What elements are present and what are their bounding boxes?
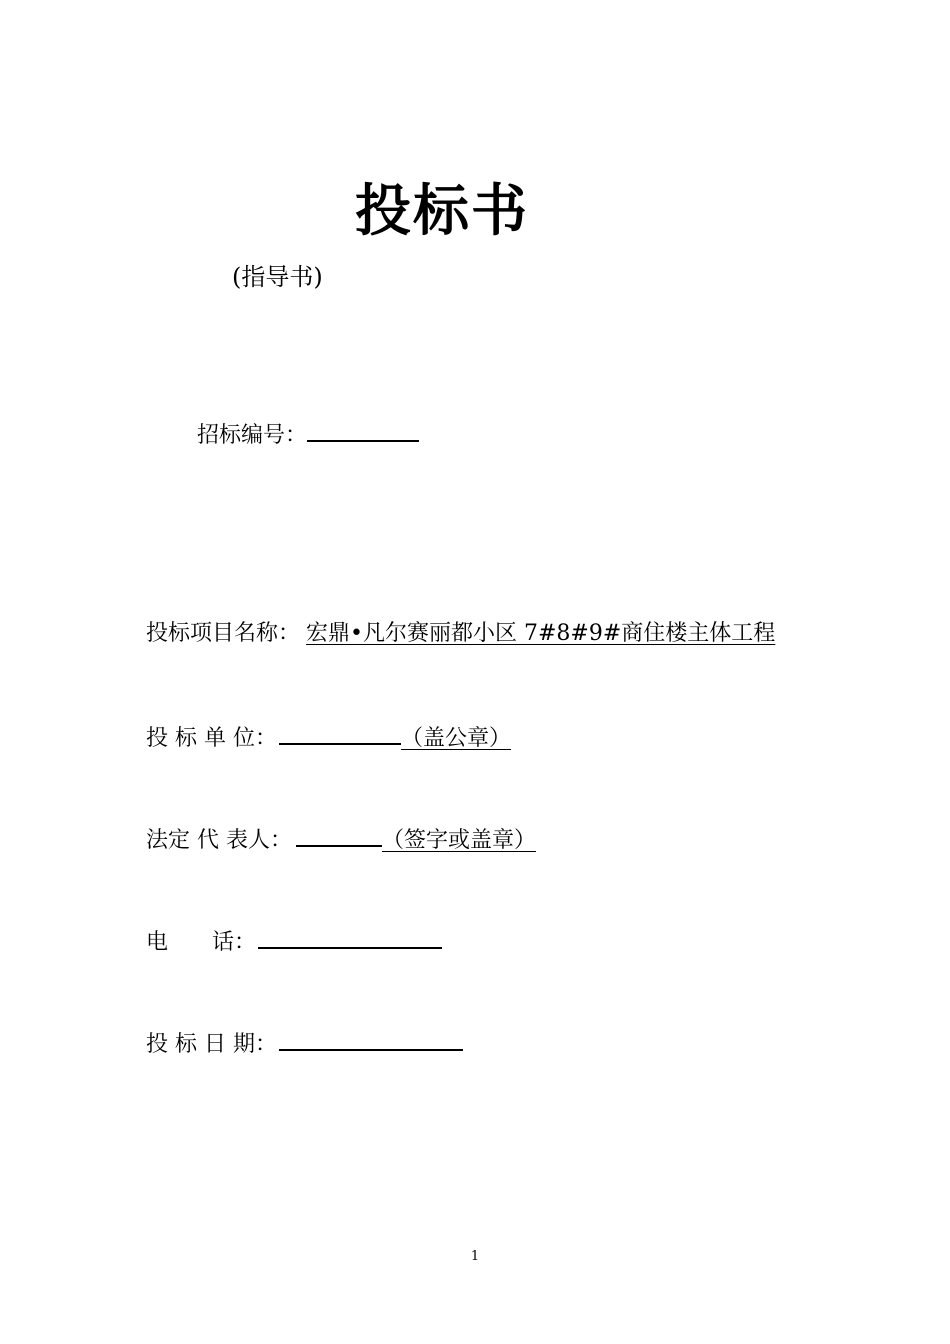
bid-date-blank[interactable] xyxy=(279,1025,463,1051)
phone-field xyxy=(146,923,442,960)
bid-number-blank[interactable] xyxy=(307,416,419,442)
project-name-label: 投标项目名称： xyxy=(146,621,301,646)
legal-rep-label: 法定 代 表人： xyxy=(146,828,292,853)
document-title: 投标书 xyxy=(355,179,529,244)
project-name-value: 宏鼎•凡尔赛丽都小区 7#8#9#商住楼主体工程 xyxy=(306,621,776,646)
phone-label: 电 话： xyxy=(146,930,257,955)
bid-date-label: 投 标 日 期： xyxy=(146,1032,277,1057)
page-number: 1 xyxy=(470,1249,480,1264)
legal-rep-field xyxy=(146,821,556,858)
bidder-field xyxy=(146,719,521,756)
bidder-label: 投 标 单 位： xyxy=(146,726,277,751)
project-name-field xyxy=(146,617,775,651)
bid-number-field xyxy=(197,416,419,453)
bid-date-field xyxy=(146,1025,463,1062)
legal-rep-blank[interactable] xyxy=(296,821,382,847)
bidder-value: （盖公章） xyxy=(400,726,511,751)
phone-blank[interactable] xyxy=(258,923,442,949)
legal-rep-value: （签字或盖章） xyxy=(382,828,537,853)
bidder-blank[interactable] xyxy=(279,719,401,745)
bid-number-label: 招标编号： xyxy=(197,423,308,448)
document-subtitle: (指导书) xyxy=(232,263,323,291)
